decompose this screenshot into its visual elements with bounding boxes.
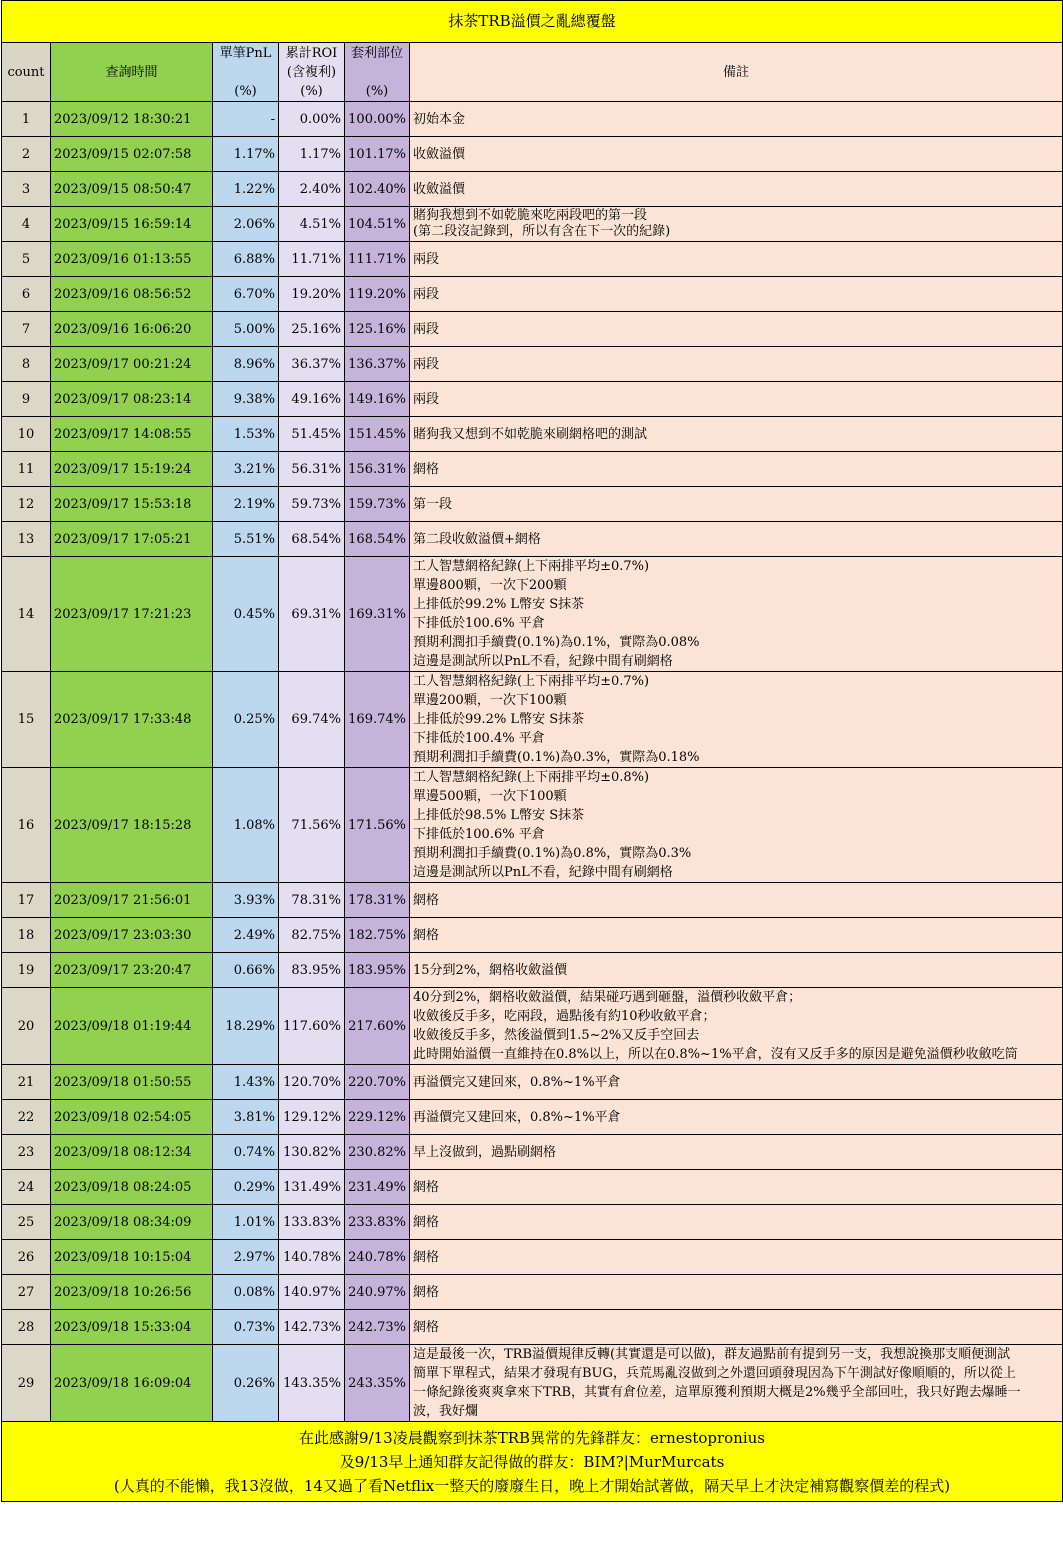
table-row xyxy=(2,382,1063,417)
header-roi-line: (%) xyxy=(300,83,323,99)
row-count: 9 xyxy=(2,382,51,417)
row-position: 240.97% xyxy=(345,1275,410,1310)
row-count: 1 xyxy=(2,102,51,137)
row-note xyxy=(410,277,1063,312)
row-position: 183.95% xyxy=(345,953,410,988)
table-row xyxy=(2,1065,1063,1100)
row-note xyxy=(410,452,1063,487)
row-time: 2023/09/16 16:06:20 xyxy=(51,312,213,347)
row-note xyxy=(410,1170,1063,1205)
row-note xyxy=(410,137,1063,172)
row-pnl: 3.81% xyxy=(213,1100,279,1135)
note-line: 網格 xyxy=(413,927,440,943)
note-line: 賭狗我又想到不如乾脆來刷網格吧的測試 xyxy=(413,426,648,442)
row-position: 111.71% xyxy=(345,242,410,277)
row-time: 2023/09/18 16:09:04 xyxy=(51,1345,213,1422)
row-time: 2023/09/18 02:54:05 xyxy=(51,1100,213,1135)
row-note xyxy=(410,487,1063,522)
header-count: count xyxy=(2,43,51,102)
row-position: 100.00% xyxy=(345,102,410,137)
note-line: 早上沒做到，過點刷網格 xyxy=(413,1144,557,1160)
table-row xyxy=(2,207,1063,242)
row-roi: 131.49% xyxy=(279,1170,345,1205)
row-roi: 69.74% xyxy=(279,672,345,768)
row-note xyxy=(410,312,1063,347)
note-line: 預期利潤扣手續費(0.1%)為0.1%，實際為0.08% xyxy=(413,635,700,650)
note-line: 網格 xyxy=(413,1214,440,1230)
row-pnl: 1.17% xyxy=(213,137,279,172)
note-line: 收斂溢價 xyxy=(413,146,466,162)
row-position: 217.60% xyxy=(345,988,410,1065)
note-line: 收斂後反手多，然後溢價到1.5~2%又反手空回去 xyxy=(413,1028,700,1043)
row-roi: 4.51% xyxy=(279,207,345,242)
row-pnl: 6.70% xyxy=(213,277,279,312)
row-time: 2023/09/16 08:56:52 xyxy=(51,277,213,312)
row-position: 101.17% xyxy=(345,137,410,172)
row-roi: 82.75% xyxy=(279,918,345,953)
row-count: 11 xyxy=(2,452,51,487)
note-line: 工人智慧網格紀錄(上下兩排平均±0.7%) xyxy=(413,559,650,574)
row-roi: 0.00% xyxy=(279,102,345,137)
row-note xyxy=(410,953,1063,988)
row-pnl: 1.08% xyxy=(213,768,279,883)
row-count: 13 xyxy=(2,522,51,557)
note-line: 收斂溢價 xyxy=(413,181,466,197)
footer-thanks xyxy=(2,1422,1063,1502)
row-note xyxy=(410,102,1063,137)
row-pnl: 5.51% xyxy=(213,522,279,557)
note-line: 此時開始溢價一直維持在0.8%以上，所以在0.8%~1%平倉，沒有又反手多的原因是避免溢價秒收斂吃筒 xyxy=(413,1047,1018,1062)
row-roi: 19.20% xyxy=(279,277,345,312)
note-line: 第一段 xyxy=(413,496,453,512)
row-pnl: 0.66% xyxy=(213,953,279,988)
table-row xyxy=(2,953,1063,988)
row-time: 2023/09/17 00:21:24 xyxy=(51,347,213,382)
header-roi xyxy=(279,43,345,102)
row-time: 2023/09/17 18:15:28 xyxy=(51,768,213,883)
row-time: 2023/09/17 23:03:30 xyxy=(51,918,213,953)
row-time: 2023/09/15 16:59:14 xyxy=(51,207,213,242)
row-pnl: - xyxy=(213,102,279,137)
row-count: 6 xyxy=(2,277,51,312)
row-position: 243.35% xyxy=(345,1345,410,1422)
row-position: 233.83% xyxy=(345,1205,410,1240)
row-note xyxy=(410,172,1063,207)
row-time: 2023/09/12 18:30:21 xyxy=(51,102,213,137)
row-note xyxy=(410,1100,1063,1135)
table-row xyxy=(2,1100,1063,1135)
row-note xyxy=(410,1135,1063,1170)
row-count: 18 xyxy=(2,918,51,953)
row-count: 27 xyxy=(2,1275,51,1310)
note-line: 單邊200顆，一次下100顆 xyxy=(413,693,567,708)
row-position: 171.56% xyxy=(345,768,410,883)
row-roi: 83.95% xyxy=(279,953,345,988)
row-position: 136.37% xyxy=(345,347,410,382)
note-line: 再溢價完又建回來，0.8%~1%平倉 xyxy=(413,1074,621,1090)
header-roi-line: (含複利) xyxy=(286,64,337,80)
row-roi: 68.54% xyxy=(279,522,345,557)
header-position-line: 套利部位 xyxy=(350,45,403,61)
table-row xyxy=(2,1205,1063,1240)
table-row xyxy=(2,768,1063,883)
row-time: 2023/09/18 10:15:04 xyxy=(51,1240,213,1275)
row-time: 2023/09/18 01:50:55 xyxy=(51,1065,213,1100)
row-count: 29 xyxy=(2,1345,51,1422)
row-position: 229.12% xyxy=(345,1100,410,1135)
note-line: 單邊800顆，一次下200顆 xyxy=(413,578,567,593)
row-count: 17 xyxy=(2,883,51,918)
footer-line: 在此感謝9/13凌晨觀察到抹茶TRB異常的先鋒群友：ernestopronius xyxy=(299,1428,766,1447)
row-pnl: 0.25% xyxy=(213,672,279,768)
row-count: 22 xyxy=(2,1100,51,1135)
footer-line: 及9/13早上通知群友記得做的群友：BIM?|MurMurcats xyxy=(339,1452,725,1471)
note-line: 這是最後一次，TRB溢價規律反轉(其實還是可以做)，群友過點前有提到另一支，我想說換那支順便測試 xyxy=(413,1347,1011,1362)
spreadsheet xyxy=(1,0,1063,1502)
row-pnl: 2.06% xyxy=(213,207,279,242)
row-time: 2023/09/17 08:23:14 xyxy=(51,382,213,417)
note-line: 預期利潤扣手續費(0.1%)為0.8%，實際為0.3% xyxy=(413,846,692,861)
table-row xyxy=(2,417,1063,452)
table-row xyxy=(2,1135,1063,1170)
note-line: 初始本金 xyxy=(413,111,466,127)
row-roi: 120.70% xyxy=(279,1065,345,1100)
row-roi: 143.35% xyxy=(279,1345,345,1422)
table-row xyxy=(2,102,1063,137)
row-count: 23 xyxy=(2,1135,51,1170)
row-position: 169.74% xyxy=(345,672,410,768)
row-note xyxy=(410,918,1063,953)
header-pnl-line xyxy=(216,63,275,82)
row-time: 2023/09/18 10:26:56 xyxy=(51,1275,213,1310)
row-note xyxy=(410,522,1063,557)
row-time: 2023/09/17 15:19:24 xyxy=(51,452,213,487)
note-line: 上排低於98.5% L幣安 S抹茶 xyxy=(413,808,585,823)
row-position: 102.40% xyxy=(345,172,410,207)
row-count: 10 xyxy=(2,417,51,452)
row-position: 240.78% xyxy=(345,1240,410,1275)
row-time: 2023/09/17 15:53:18 xyxy=(51,487,213,522)
row-time: 2023/09/18 08:24:05 xyxy=(51,1170,213,1205)
note-line: 再溢價完又建回來，0.8%~1%平倉 xyxy=(413,1109,621,1125)
row-time: 2023/09/18 01:19:44 xyxy=(51,988,213,1065)
row-position: 182.75% xyxy=(345,918,410,953)
header-pnl-line: (%) xyxy=(234,83,257,99)
header-pnl xyxy=(213,43,279,102)
table-row xyxy=(2,312,1063,347)
row-position: 119.20% xyxy=(345,277,410,312)
note-line: 上排低於99.2% L幣安 S抹茶 xyxy=(413,597,585,612)
note-line: 兩段 xyxy=(413,321,440,337)
row-roi: 49.16% xyxy=(279,382,345,417)
note-line: 預期利潤扣手續費(0.1%)為0.3%，實際為0.18% xyxy=(413,750,700,765)
row-count: 19 xyxy=(2,953,51,988)
row-count: 16 xyxy=(2,768,51,883)
row-position: 156.31% xyxy=(345,452,410,487)
row-roi: 117.60% xyxy=(279,988,345,1065)
row-count: 25 xyxy=(2,1205,51,1240)
note-line: 工人智慧網格紀錄(上下兩排平均±0.8%) xyxy=(413,770,650,785)
note-line: 一條紀錄後爽爽拿來下TRB，其實有倉位差，這單原獲利預期大概是2%幾乎全部回吐，我只好跑去爆睡一 xyxy=(413,1385,1021,1400)
row-pnl: 1.22% xyxy=(213,172,279,207)
note-line: 波，我好爛 xyxy=(413,1404,479,1419)
row-position: 168.54% xyxy=(345,522,410,557)
row-pnl: 0.73% xyxy=(213,1310,279,1345)
row-pnl: 1.53% xyxy=(213,417,279,452)
row-count: 3 xyxy=(2,172,51,207)
row-note xyxy=(410,207,1063,242)
row-note xyxy=(410,672,1063,768)
row-position: 230.82% xyxy=(345,1135,410,1170)
row-pnl: 5.00% xyxy=(213,312,279,347)
row-pnl: 3.93% xyxy=(213,883,279,918)
table-row xyxy=(2,918,1063,953)
row-pnl: 3.21% xyxy=(213,452,279,487)
note-line: 網格 xyxy=(413,1319,440,1335)
row-time: 2023/09/15 08:50:47 xyxy=(51,172,213,207)
row-position: 151.45% xyxy=(345,417,410,452)
row-note xyxy=(410,347,1063,382)
table-row xyxy=(2,137,1063,172)
table-row xyxy=(2,988,1063,1065)
note-line: 第二段收斂溢價+網格 xyxy=(413,531,541,547)
row-roi: 142.73% xyxy=(279,1310,345,1345)
row-note xyxy=(410,1310,1063,1345)
table-row xyxy=(2,242,1063,277)
row-note xyxy=(410,242,1063,277)
note-line: 上排低於99.2% L幣安 S抹茶 xyxy=(413,712,585,727)
row-roi: 71.56% xyxy=(279,768,345,883)
row-roi: 69.31% xyxy=(279,557,345,672)
note-line: 兩段 xyxy=(413,391,440,407)
note-line: 下排低於100.6% 平倉 xyxy=(413,616,545,631)
row-roi: 140.78% xyxy=(279,1240,345,1275)
row-time: 2023/09/17 23:20:47 xyxy=(51,953,213,988)
note-line: 簡單下單程式，結果才發現有BUG，兵荒馬亂沒做到之外還回頭發現因為下午測試好像順順的，所以從上 xyxy=(413,1366,1016,1381)
row-roi: 1.17% xyxy=(279,137,345,172)
header-position xyxy=(345,43,410,102)
table-row xyxy=(2,883,1063,918)
row-roi: 11.71% xyxy=(279,242,345,277)
note-line: 網格 xyxy=(413,461,440,477)
row-time: 2023/09/17 17:05:21 xyxy=(51,522,213,557)
row-count: 12 xyxy=(2,487,51,522)
note-line: 40分到2%，網格收斂溢價，結果碰巧遇到砸盤，溢價秒收斂平倉； xyxy=(413,990,802,1005)
row-position: 242.73% xyxy=(345,1310,410,1345)
row-roi: 2.40% xyxy=(279,172,345,207)
row-position: 220.70% xyxy=(345,1065,410,1100)
header-note: 備註 xyxy=(410,43,1063,102)
row-roi: 130.82% xyxy=(279,1135,345,1170)
row-pnl: 0.45% xyxy=(213,557,279,672)
row-pnl: 1.01% xyxy=(213,1205,279,1240)
note-line: 這邊是測試所以PnL不看，紀錄中間有刷網格 xyxy=(413,654,673,669)
row-roi: 78.31% xyxy=(279,883,345,918)
note-line: 兩段 xyxy=(413,251,440,267)
row-position: 231.49% xyxy=(345,1170,410,1205)
row-roi: 133.83% xyxy=(279,1205,345,1240)
row-count: 5 xyxy=(2,242,51,277)
row-time: 2023/09/17 17:33:48 xyxy=(51,672,213,768)
row-roi: 36.37% xyxy=(279,347,345,382)
note-line: 單邊500顆，一次下100顆 xyxy=(413,789,567,804)
note-line: 下排低於100.6% 平倉 xyxy=(413,827,545,842)
row-time: 2023/09/18 15:33:04 xyxy=(51,1310,213,1345)
table-row xyxy=(2,347,1063,382)
row-pnl: 2.19% xyxy=(213,487,279,522)
table-row xyxy=(2,1170,1063,1205)
row-count: 20 xyxy=(2,988,51,1065)
header-pnl-line: 單筆PnL xyxy=(219,45,272,61)
row-time: 2023/09/16 01:13:55 xyxy=(51,242,213,277)
row-note xyxy=(410,417,1063,452)
table-row xyxy=(2,1275,1063,1310)
row-position: 104.51% xyxy=(345,207,410,242)
row-count: 14 xyxy=(2,557,51,672)
row-note xyxy=(410,1275,1063,1310)
table-row xyxy=(2,557,1063,672)
row-note xyxy=(410,768,1063,883)
header-position-line: (%) xyxy=(365,83,389,99)
table-body xyxy=(2,102,1063,1422)
row-count: 26 xyxy=(2,1240,51,1275)
row-count: 21 xyxy=(2,1065,51,1100)
note-line: 15分到2%，網格收斂溢價 xyxy=(413,962,568,978)
row-pnl: 2.97% xyxy=(213,1240,279,1275)
row-roi: 25.16% xyxy=(279,312,345,347)
row-note xyxy=(410,988,1063,1065)
row-roi: 129.12% xyxy=(279,1100,345,1135)
row-position: 159.73% xyxy=(345,487,410,522)
row-position: 178.31% xyxy=(345,883,410,918)
row-position: 169.31% xyxy=(345,557,410,672)
row-roi: 51.45% xyxy=(279,417,345,452)
table-row xyxy=(2,172,1063,207)
row-pnl: 0.74% xyxy=(213,1135,279,1170)
table-row xyxy=(2,672,1063,768)
row-pnl: 2.49% xyxy=(213,918,279,953)
note-line: 賭狗我想到不如乾脆來吃兩段吧的第一段 xyxy=(413,208,648,223)
row-count: 8 xyxy=(2,347,51,382)
row-count: 15 xyxy=(2,672,51,768)
header-position-line xyxy=(348,63,406,82)
row-pnl: 0.29% xyxy=(213,1170,279,1205)
row-count: 7 xyxy=(2,312,51,347)
row-pnl: 9.38% xyxy=(213,382,279,417)
row-time: 2023/09/18 08:34:09 xyxy=(51,1205,213,1240)
row-note xyxy=(410,883,1063,918)
row-count: 4 xyxy=(2,207,51,242)
note-line: 網格 xyxy=(413,892,440,908)
row-pnl: 8.96% xyxy=(213,347,279,382)
row-time: 2023/09/17 21:56:01 xyxy=(51,883,213,918)
row-roi: 140.97% xyxy=(279,1275,345,1310)
row-pnl: 0.08% xyxy=(213,1275,279,1310)
note-line: 工人智慧網格紀錄(上下兩排平均±0.7%) xyxy=(413,674,650,689)
note-line: 網格 xyxy=(413,1249,440,1265)
header-roi-line: 累計ROI xyxy=(285,45,338,61)
table-row xyxy=(2,1310,1063,1345)
table-row xyxy=(2,487,1063,522)
sheet-title: 抹茶TRB溢價之亂總覆盤 xyxy=(2,1,1063,43)
table-row xyxy=(2,1345,1063,1422)
row-note xyxy=(410,1065,1063,1100)
table-row xyxy=(2,277,1063,312)
header-time: 查詢時間 xyxy=(51,43,213,102)
table-row xyxy=(2,452,1063,487)
row-note xyxy=(410,557,1063,672)
row-pnl: 0.26% xyxy=(213,1345,279,1422)
row-count: 2 xyxy=(2,137,51,172)
row-position: 149.16% xyxy=(345,382,410,417)
row-note xyxy=(410,382,1063,417)
row-note xyxy=(410,1345,1063,1422)
row-pnl: 6.88% xyxy=(213,242,279,277)
row-position: 125.16% xyxy=(345,312,410,347)
row-roi: 56.31% xyxy=(279,452,345,487)
note-line: 兩段 xyxy=(413,286,440,302)
footer-line: (人真的不能懶，我13沒做，14又過了看Netflix一整天的廢廢生日，晚上才開始試著做，隔天早上才決定補寫觀察價差的程式) xyxy=(113,1476,951,1495)
note-line: 這邊是測試所以PnL不看，紀錄中間有刷網格 xyxy=(413,865,673,880)
row-pnl: 1.43% xyxy=(213,1065,279,1100)
row-roi: 59.73% xyxy=(279,487,345,522)
row-count: 28 xyxy=(2,1310,51,1345)
row-time: 2023/09/17 14:08:55 xyxy=(51,417,213,452)
note-line: 收斂後反手多，吃兩段，過點後有約10秒收斂平倉； xyxy=(413,1009,716,1024)
note-line: 網格 xyxy=(413,1179,440,1195)
row-time: 2023/09/15 02:07:58 xyxy=(51,137,213,172)
note-line: (第二段沒記錄到，所以有含在下一次的紀錄) xyxy=(413,224,671,239)
row-time: 2023/09/17 17:21:23 xyxy=(51,557,213,672)
table-row xyxy=(2,1240,1063,1275)
table-row xyxy=(2,522,1063,557)
note-line: 網格 xyxy=(413,1284,440,1300)
row-note xyxy=(410,1240,1063,1275)
row-time: 2023/09/18 08:12:34 xyxy=(51,1135,213,1170)
row-note xyxy=(410,1205,1063,1240)
note-line: 兩段 xyxy=(413,356,440,372)
row-count: 24 xyxy=(2,1170,51,1205)
row-pnl: 18.29% xyxy=(213,988,279,1065)
note-line: 下排低於100.4% 平倉 xyxy=(413,731,545,746)
